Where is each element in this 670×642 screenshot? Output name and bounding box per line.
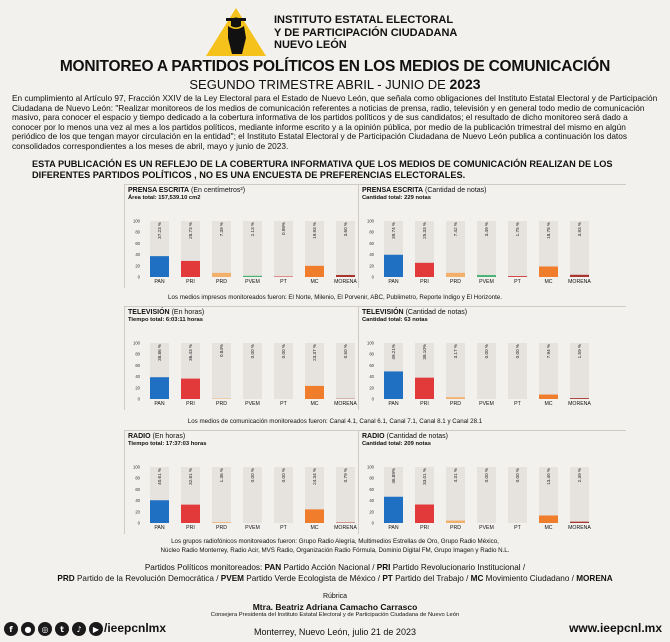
bar-pri — [415, 263, 434, 277]
bar-pri — [181, 505, 200, 523]
bar-chart-prensa-notas — [362, 201, 622, 285]
data-label: 19.93 % — [312, 222, 317, 239]
x-tick-label: PVEM — [479, 525, 494, 531]
bar-mc — [539, 395, 558, 399]
data-label: 7.39 % — [219, 222, 224, 237]
data-label: 0.00 % — [515, 468, 520, 483]
data-label: 28.73 % — [188, 222, 193, 239]
bar-chart-tv-notas — [362, 323, 622, 407]
data-label: 49.21% — [391, 344, 396, 360]
data-label: 0.00 % — [484, 344, 489, 359]
x-tick-label: PT — [280, 525, 287, 531]
y-tick-label: 40 — [369, 252, 374, 258]
bar-chart-prensa-area — [128, 201, 388, 285]
data-label: 0.98% — [281, 222, 286, 236]
disclaimer-statement: ESTA PUBLICACIÓN ES UN REFLEJO DE LA COBERTURA INFORMATIVA QUE LOS MEDIOS DE COMUNICACIÓN REALIZAN DE LOS DIFERENTES PARTIDOS POLÍTICOS , NO ES UNA ENCUESTA DE PREFERENCIAS ELECTORALES. — [32, 159, 613, 180]
bar-prd — [446, 521, 465, 523]
page-subtitle: SEGUNDO TRIMESTRE ABRIL - JUNIO DE 2023 — [189, 76, 481, 92]
x-tick-label: PRI — [420, 401, 429, 407]
intro-paragraph: En cumplimiento al Artículo 97, Fracción XXIV de la Ley Electoral para el Estado de Nuevo León, que señala como obligaciones del Instituto Estatal Electoral y de Participación Ciudadana de Nuevo León: "Realizar monitoreos de los medios de comunicación referentes a noticias de prensa, radio, televisión y en general todo medio de comunicación masivo, para conocer el espacio y tiempo dedicado a la cobertura informativa de los partidos políticos y de sus candidatos; el resultado de dicho monitoreo será dado a conocer por lo menos una vez al mes a los partidos políticos, mediante informe escrito y a la opinión pública, por medio de la publicación trimestral del mismo en algún periódico de los que tengan mayor circulación en la entidad"; el Instituto Estatal Electoral y de Participación Ciudadana de Nuevo León publica a continuación los datos consolidados correspondientes a los meses de abril, mayo y junio de 2023. — [12, 93, 658, 151]
chart-title: PRENSA ESCRITA (Cantidad de notas) — [362, 187, 487, 194]
bar-pri — [181, 379, 200, 399]
x-tick-label: MC — [310, 401, 319, 407]
x-tick-label: PRD — [450, 525, 461, 531]
signatory-role: Consejera Presidenta del Instituto Estatal Electoral y de Participación Ciudadana de Nuevo León — [210, 612, 460, 618]
data-label: 3.49 % — [484, 222, 489, 237]
y-tick-label: 60 — [369, 486, 374, 492]
y-tick-label: 100 — [367, 464, 374, 470]
signatory-name: Mtra. Beatriz Adriana Camacho Carrasco — [252, 602, 418, 612]
x-tick-label: PAN — [388, 279, 399, 285]
chart-title: TELEVISIÓN (En horas) — [128, 309, 205, 316]
chart-total: Tiempo total: 6:03:11 horas — [128, 317, 203, 323]
bar-prd — [446, 397, 465, 399]
chart-panel-radio-notas — [362, 433, 622, 543]
institution-name: INSTITUTO ESTATAL ELECTORAL Y DE PARTICIPACIÓN CIUDADANA NUEVO LEÓN — [274, 14, 458, 51]
data-label: 0.50 % — [343, 344, 348, 359]
media-note-prensa: Los medios impresos monitoreados fueron: El Norte, Milenio, El Porvenir, ABC, Publimetro, Reporte Indigo y El Horizonte. — [168, 294, 502, 301]
bar-mc — [305, 386, 324, 399]
bar-pan — [150, 256, 169, 277]
y-tick-label: 60 — [135, 362, 140, 368]
data-label: 0.00 % — [281, 468, 286, 483]
bar-morena — [336, 275, 355, 277]
x-tick-label: PT — [280, 279, 287, 285]
y-tick-label: 80 — [135, 229, 140, 235]
chart-title: PRENSA ESCRITA (En centímetros²) — [128, 187, 246, 194]
data-label: 25.33 % — [422, 222, 427, 239]
bar-pan — [384, 371, 403, 399]
bar-morena — [570, 398, 589, 399]
chart-panel-tv-horas — [128, 309, 388, 419]
x-tick-label: PRI — [420, 279, 429, 285]
y-tick-label: 80 — [135, 351, 140, 357]
legend-line-1: Partidos Políticos monitoreados: PAN Partido Acción Nacional / PRI Partido Revolucionario Institucional / — [144, 563, 526, 572]
x-tick-label: PAN — [388, 401, 399, 407]
bar-pan — [384, 255, 403, 277]
twitter-icon[interactable]: t — [55, 622, 69, 636]
media-note-radio: Los grupos radiofónicos monitoreados fueron: Grupo Radio Alegría, Multimedios Estrellas de Oro, Grupo Radio México, Núcleo Radio Monterrey, Radio Acir, MVS Radio, Organización Radio Fórmula, Dominio Digital FM, Grupo Imagen y Radio N.L. — [160, 538, 510, 554]
x-tick-label: PRI — [186, 525, 195, 531]
x-tick-label: MC — [310, 279, 319, 285]
data-label: 32.81 % — [188, 468, 193, 485]
chart-total: Cantidad total: 209 notas — [362, 441, 431, 447]
data-label: 0.00 % — [250, 468, 255, 483]
y-tick-label: 80 — [369, 229, 374, 235]
bar-chart-radio-notas — [362, 447, 622, 531]
data-label: 0.00 % — [281, 344, 286, 359]
x-tick-label: PAN — [388, 525, 399, 531]
data-label: 40.61 % — [157, 468, 162, 485]
x-tick-label: PT — [280, 401, 287, 407]
bar-prd — [212, 273, 231, 277]
bar-prd — [446, 273, 465, 277]
x-tick-label: MC — [544, 401, 553, 407]
data-label: 38.86 % — [157, 344, 162, 361]
x-tick-label: MC — [310, 525, 319, 531]
y-tick-label: 100 — [367, 340, 374, 346]
x-tick-label: PVEM — [479, 279, 494, 285]
data-label: 7.94 % — [546, 344, 551, 359]
x-tick-label: PAN — [154, 401, 165, 407]
x-tick-label: PRD — [216, 525, 227, 531]
data-label: 3.93 % — [577, 222, 582, 237]
y-tick-label: 20 — [369, 263, 374, 269]
x-tick-label: MORENA — [334, 525, 357, 531]
y-tick-label: 0 — [371, 274, 374, 280]
y-tick-label: 80 — [369, 475, 374, 481]
instagram-icon[interactable]: ◎ — [38, 622, 52, 636]
chart-total: Área total: 157,539.10 cm2 — [128, 195, 201, 201]
data-label: 1.59 % — [577, 344, 582, 359]
chart-panel-radio-horas — [128, 433, 388, 543]
y-tick-label: 60 — [135, 486, 140, 492]
bar-pt — [508, 276, 527, 277]
bar-mc — [305, 266, 324, 277]
bar-pt — [274, 276, 293, 277]
chart-panel-tv-notas — [362, 309, 622, 419]
x-tick-label: PRD — [450, 401, 461, 407]
y-tick-label: 20 — [135, 509, 140, 515]
y-tick-label: 0 — [137, 274, 140, 280]
y-tick-label: 40 — [135, 498, 140, 504]
bar-morena — [570, 522, 589, 523]
bar-pvem — [243, 276, 262, 277]
x-tick-label: PVEM — [245, 279, 260, 285]
data-label: 0.84% — [219, 344, 224, 358]
data-label: 39.74 % — [391, 222, 396, 239]
flickr-icon[interactable]: ● — [21, 622, 35, 636]
data-label: 13.40 % — [546, 468, 551, 485]
data-label: 0.00 % — [250, 344, 255, 359]
bar-morena — [570, 275, 589, 277]
bar-pvem — [477, 275, 496, 277]
signature-label: Rúbrica — [322, 593, 348, 600]
bar-chart-radio-horas — [128, 447, 388, 531]
data-label: 0.79 % — [343, 468, 348, 483]
y-tick-label: 100 — [133, 218, 140, 224]
x-tick-label: PRD — [450, 279, 461, 285]
chart-total: Cantidad total: 63 notas — [362, 317, 428, 323]
data-label: 2.13 % — [250, 222, 255, 237]
y-tick-label: 0 — [137, 520, 140, 526]
x-tick-label: PRD — [216, 401, 227, 407]
x-tick-label: PRI — [186, 401, 195, 407]
page-title: MONITOREO A PARTIDOS POLÍTICOS EN LOS MEDIOS DE COMUNICACIÓN — [59, 58, 611, 75]
x-tick-label: PT — [514, 401, 521, 407]
y-tick-label: 100 — [367, 218, 374, 224]
youtube-icon[interactable]: ▶ — [89, 622, 103, 636]
y-tick-label: 60 — [369, 362, 374, 368]
y-tick-label: 0 — [371, 520, 374, 526]
chart-title: RADIO (Cantidad de notas) — [362, 433, 448, 440]
y-tick-label: 60 — [369, 240, 374, 246]
tiktok-icon[interactable]: ♪ — [72, 622, 86, 636]
x-tick-label: PRI — [186, 279, 195, 285]
y-tick-label: 40 — [135, 252, 140, 258]
y-tick-label: 60 — [135, 240, 140, 246]
bar-pan — [150, 377, 169, 399]
chart-title: TELEVISIÓN (Cantidad de notas) — [362, 309, 468, 316]
x-tick-label: PAN — [154, 279, 165, 285]
chart-title: RADIO (En horas) — [128, 433, 186, 440]
data-label: 36.43 % — [188, 344, 193, 361]
x-tick-label: MORENA — [568, 401, 591, 407]
chart-panel-prensa-notas — [362, 187, 622, 297]
bar-pan — [384, 497, 403, 523]
x-tick-label: MORENA — [334, 279, 357, 285]
data-label: 0.00 % — [484, 468, 489, 483]
social-handle[interactable]: /ieepcnlmx — [104, 621, 167, 635]
data-label: 38.10% — [422, 344, 427, 360]
data-label: 2.39 % — [577, 468, 582, 483]
legend-line-2: PRD Partido de la Revolución Democrática / PVEM Partido Verde Ecologista de México / PT Partido del Trabajo / MC Movimiento Ciudadano / MORENA — [57, 573, 613, 583]
place-and-date: Monterrey, Nuevo León, julio 21 de 2023 — [254, 627, 416, 637]
x-tick-label: MORENA — [334, 401, 357, 407]
y-tick-label: 80 — [135, 475, 140, 481]
party-legend — [0, 563, 670, 584]
y-tick-label: 20 — [369, 385, 374, 391]
y-tick-label: 40 — [369, 498, 374, 504]
facebook-icon[interactable]: f — [4, 622, 18, 636]
bar-mc — [539, 515, 558, 523]
y-tick-label: 0 — [371, 396, 374, 402]
data-label: 37.23 % — [157, 222, 162, 239]
website-link[interactable]: www.ieepcnl.mx — [569, 621, 662, 635]
x-tick-label: PRD — [216, 279, 227, 285]
data-label: 4.31 % — [453, 468, 458, 483]
y-tick-label: 100 — [133, 340, 140, 346]
y-tick-label: 100 — [133, 464, 140, 470]
y-tick-label: 0 — [137, 396, 140, 402]
y-tick-label: 20 — [135, 263, 140, 269]
bar-chart-tv-horas — [128, 323, 388, 407]
bar-pan — [150, 500, 169, 523]
x-tick-label: MC — [544, 279, 553, 285]
bar-mc — [305, 509, 324, 523]
bar-pri — [415, 505, 434, 523]
data-label: 7.42 % — [453, 222, 458, 237]
chart-total: Cantidad total: 229 notas — [362, 195, 431, 201]
chart-panel-prensa-area — [128, 187, 388, 297]
data-label: 1.36 % — [219, 468, 224, 483]
chart-total: Tiempo total: 17:37:03 horas — [128, 441, 207, 447]
data-label: 3.17 % — [453, 344, 458, 359]
y-tick-label: 20 — [369, 509, 374, 515]
x-tick-label: PVEM — [479, 401, 494, 407]
data-label: 0.00 % — [515, 344, 520, 359]
x-tick-label: PVEM — [245, 401, 260, 407]
bar-prd — [212, 522, 231, 523]
x-tick-label: MORENA — [568, 525, 591, 531]
x-tick-label: MC — [544, 525, 553, 531]
data-label: 46.89% — [391, 468, 396, 484]
y-tick-label: 80 — [369, 351, 374, 357]
x-tick-label: PRI — [420, 525, 429, 531]
data-label: 18.78 % — [546, 222, 551, 239]
data-label: 1.75 % — [515, 222, 520, 237]
x-tick-label: MORENA — [568, 279, 591, 285]
x-tick-label: PT — [514, 279, 521, 285]
bar-pri — [415, 378, 434, 399]
data-label: 3.60 % — [343, 222, 348, 237]
y-tick-label: 20 — [135, 385, 140, 391]
y-tick-label: 40 — [369, 374, 374, 380]
y-tick-label: 40 — [135, 374, 140, 380]
media-note-television: Los medios de comunicación monitoreados fueron: Canal 4.1, Canal 6.1, Canal 7.1, Canal 8.1 y Canal 28.1 — [187, 418, 483, 425]
data-label: 24.34 % — [312, 468, 317, 485]
x-tick-label: PT — [514, 525, 521, 531]
x-tick-label: PVEM — [245, 525, 260, 531]
x-tick-label: PAN — [154, 525, 165, 531]
data-label: 23.37 % — [312, 344, 317, 361]
bar-pri — [181, 261, 200, 277]
institution-logo — [206, 6, 266, 58]
data-label: 33.01 % — [422, 468, 427, 485]
bar-mc — [539, 266, 558, 277]
